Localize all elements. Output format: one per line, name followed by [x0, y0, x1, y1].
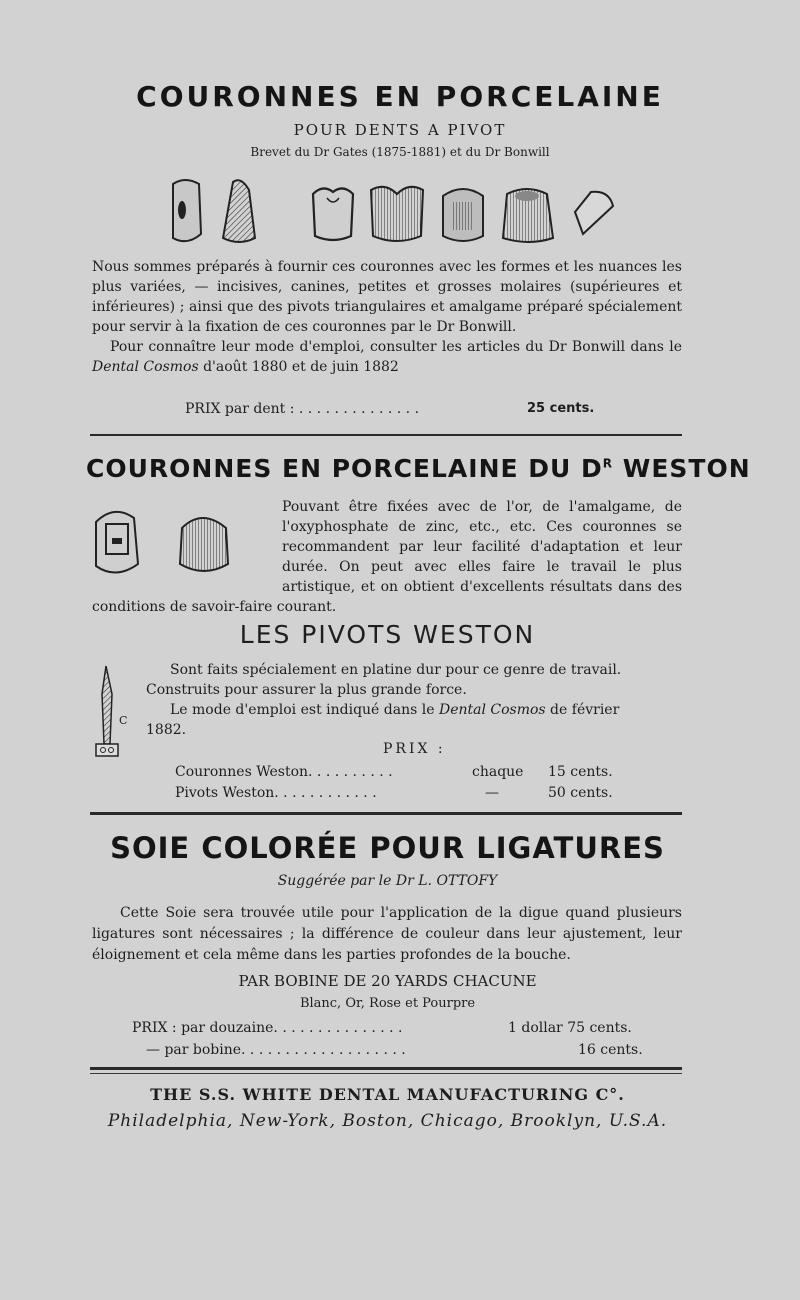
section2-subtitle: LES PIVOTS WESTON — [239, 620, 536, 649]
divider-2 — [90, 812, 682, 815]
section1-usage-paragraph — [92, 337, 682, 377]
item2-price: 50 cents. — [548, 785, 613, 801]
bobine-heading: PAR BOBINE DE 20 YARDS CHACUNE — [238, 972, 537, 990]
crown-illustrations — [165, 172, 625, 252]
section3-subtitle: Suggérée par le Dr L. OTTOFY — [277, 873, 498, 889]
section2-title-name: WESTON — [613, 454, 751, 483]
price2-label: — par bobine. . . . . . . . . . . . . . . . . . . — [146, 1042, 406, 1058]
item1-unit: chaque — [472, 764, 524, 780]
pivot-line-1: Sont faits spécialement en platine dur pour ce genre de travail. — [170, 662, 622, 678]
section3-paragraph: Cette Soie sera trouvée utile pour l'application de la digue quand plusieurs ligatures sont nécessaires ; la différence de couleur dans leur ajustement, leur éloignement et cela même dans les parties profondes de la bouche. — [92, 905, 682, 963]
pivot-line-4: 1882. — [146, 722, 187, 738]
incisor-crown-icon — [173, 180, 201, 241]
section1-description — [92, 257, 682, 377]
triangular-pivot-icon — [575, 192, 613, 234]
pivot-line-3-text: Le mode d'emploi est indiqué dans le — [170, 702, 439, 718]
section2-title — [86, 454, 751, 483]
section2-title-main: COURONNES EN PORCELAINE DU D — [86, 454, 603, 483]
price2-value: 16 cents. — [578, 1042, 643, 1058]
section1-usage-text: Pour connaître leur mode d'emploi, consulter les articles du Dr Bonwill dans le — [110, 339, 682, 355]
pivot-journal-name: Dental Cosmos — [438, 702, 546, 718]
section1-paragraph: Nous sommes préparés à fournir ces couronnes avec les formes et les nuances les plus variées, — incisives, canines, petites et grosses molaires (supérieures et inférieures) ; ainsi que des pivots triangulaires et amalgame préparé spécialement pour servir à la fixation de ces couronnes par le Dr Bonwill. — [92, 259, 682, 335]
company-name: THE S.S. WHITE DENTAL MANUFACTURING C°. — [150, 1085, 625, 1104]
section1-price-label: PRIX par dent : . . . . . . . . . . . . . . — [185, 401, 420, 417]
section1-title: COURONNES EN PORCELAINE — [136, 80, 664, 113]
bicuspid-crown-icon — [443, 189, 483, 241]
section2-prix: PRIX : — [383, 741, 446, 757]
price1-label: PRIX : par douzaine. . . . . . . . . . . . . . . — [132, 1020, 403, 1036]
molar-crown-icon — [371, 187, 423, 241]
section3-description — [92, 903, 682, 966]
section3-title: SOIE COLORÉE POUR LIGATURES — [110, 831, 665, 865]
section1-patent: Brevet du Dr Gates (1875-1881) et du Dr Bonwill — [250, 145, 550, 159]
item2-label: Pivots Weston. . . . . . . . . . . . — [175, 785, 377, 801]
pivot-line-2: Construits pour assurer la plus grande force. — [146, 682, 467, 698]
section1-subtitle: POUR DENTS A PIVOT — [293, 121, 507, 139]
premolar-crown-icon — [313, 188, 353, 240]
pivot-line-3-date: de février — [545, 702, 620, 718]
large-molar-crown-icon — [503, 189, 553, 242]
item1-label: Couronnes Weston. . . . . . . . . . — [175, 764, 393, 780]
company-cities: Philadelphia, New-York, Boston, Chicago, Brooklyn, U.S.A. — [107, 1111, 668, 1131]
silk-colors: Blanc, Or, Rose et Pourpre — [299, 996, 476, 1011]
canine-crown-icon — [223, 180, 255, 242]
section1-usage-date: d'août 1880 et de juin 1882 — [198, 359, 399, 375]
section2-description — [92, 497, 682, 617]
divider-1 — [90, 434, 682, 436]
figure-label: C — [119, 714, 128, 727]
illustration-float-spacer — [92, 497, 282, 581]
item1-price: 15 cents. — [548, 764, 613, 780]
section1-price-value: 25 cents. — [527, 401, 595, 416]
pivot-line-3 — [146, 700, 682, 720]
price1-value: 1 dollar 75 cents. — [508, 1020, 632, 1036]
item2-unit: — — [485, 785, 499, 801]
divider-3 — [90, 1067, 682, 1070]
journal-name: Dental Cosmos — [92, 359, 199, 375]
section2-paragraph: Pouvant être fixées avec de l'or, de l'amalgame, de l'oxyphosphate de zinc, etc., etc. Ces couronnes se recommandent par leur facilité d'adaptation et leur durée. On peut avec elles faire le travail le plus artistique, et on obtient d'excellents résultats dans des conditions de savoir-faire courant. — [92, 499, 682, 615]
pivot-description — [146, 660, 682, 740]
section2-title-sup: R — [602, 456, 614, 471]
divider-3b — [90, 1073, 682, 1074]
